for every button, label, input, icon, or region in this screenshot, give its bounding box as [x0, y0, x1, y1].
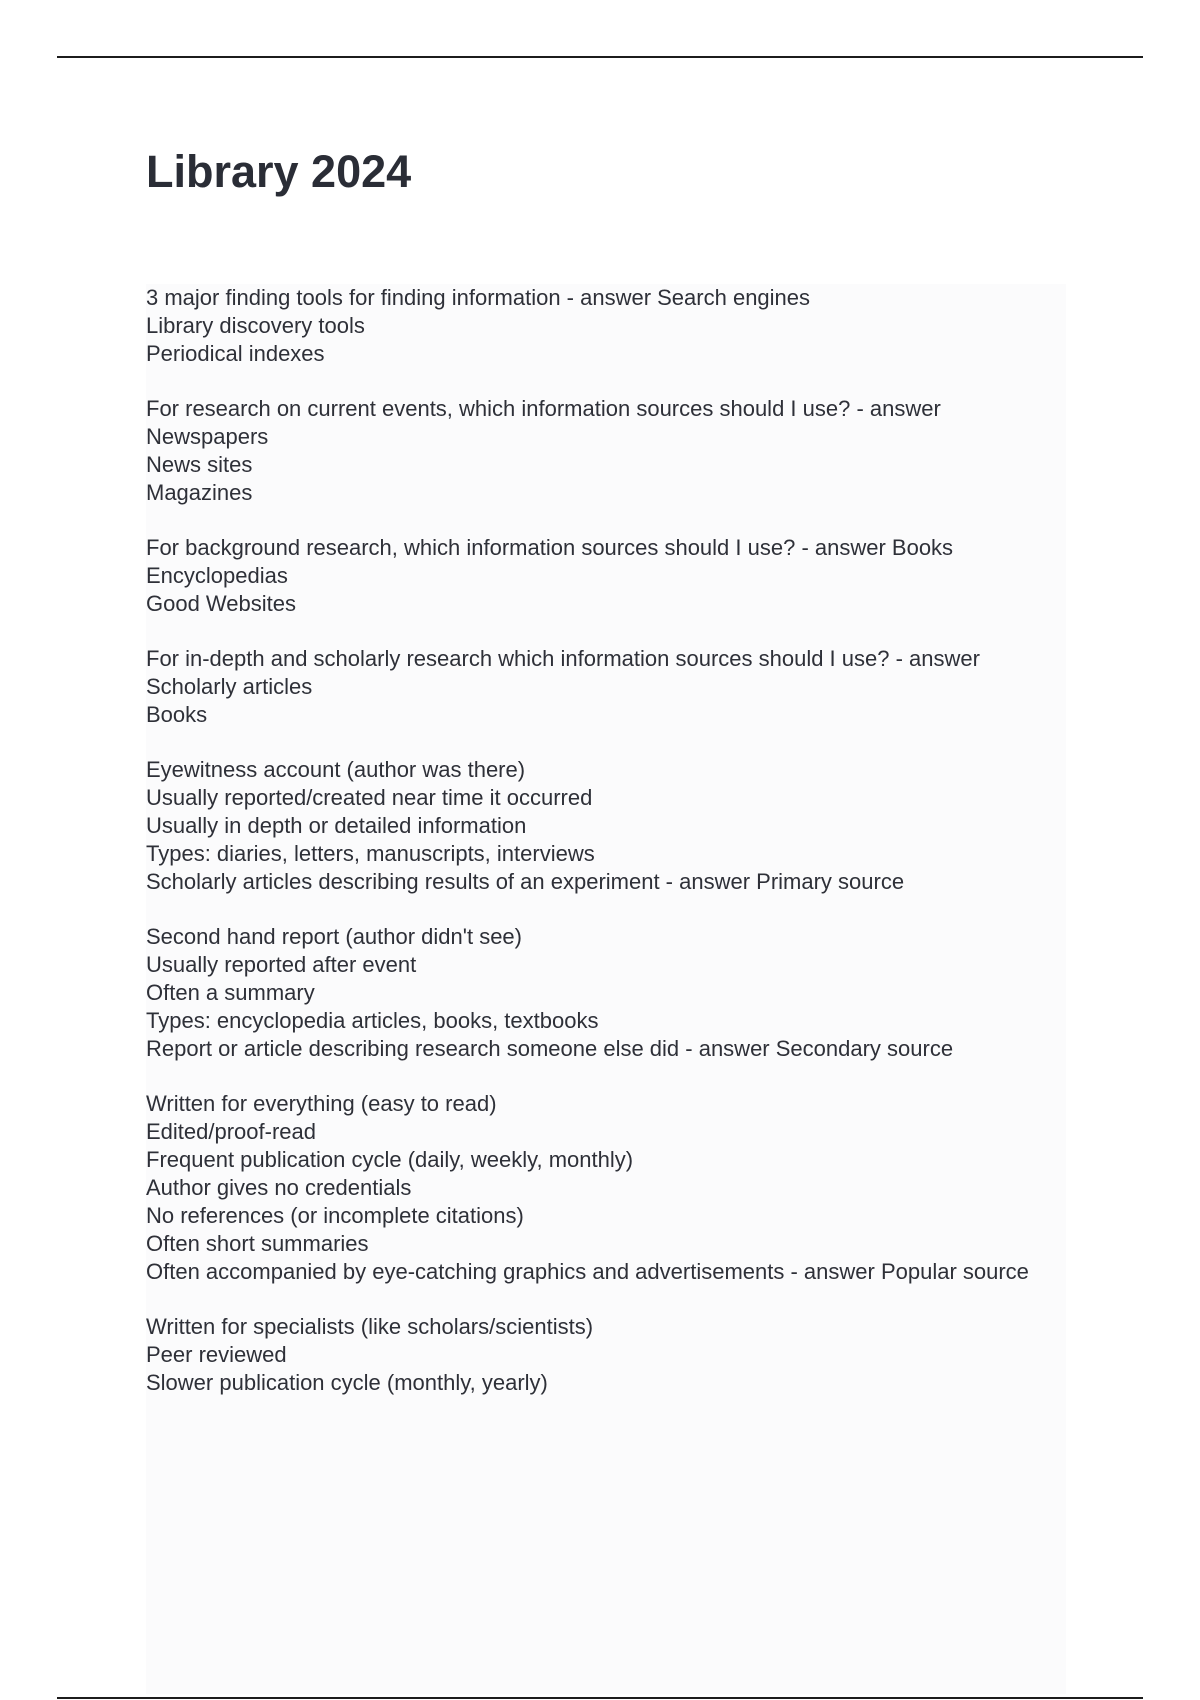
card-line: Usually in depth or detailed information	[146, 813, 527, 838]
card-line: Eyewitness account (author was there)	[146, 757, 526, 782]
flashcard	[146, 1090, 1066, 1286]
card-line: Written for specialists (like scholars/scientists)	[146, 1314, 594, 1339]
card-line: Second hand report (author didn't see)	[146, 924, 522, 949]
flashcard	[146, 534, 1066, 618]
card-line: Usually reported after event	[146, 952, 417, 977]
card-line: Encyclopedias	[146, 563, 288, 588]
card-line: Newspapers	[146, 424, 269, 449]
card-line: Periodical indexes	[146, 341, 325, 366]
card-line: For research on current events, which information sources should I use? - answer	[146, 396, 941, 421]
card-line: News sites	[146, 452, 253, 477]
card-line: Written for everything (easy to read)	[146, 1091, 497, 1116]
bottom-rule	[57, 1697, 1143, 1699]
card-line: Frequent publication cycle (daily, weekly, monthly)	[146, 1147, 634, 1172]
card-line: Author gives no credentials	[146, 1175, 412, 1200]
page-title: Library 2024	[146, 146, 412, 197]
card-line: Slower publication cycle (monthly, yearly)	[146, 1370, 548, 1395]
flashcard	[146, 1313, 1066, 1397]
top-rule	[57, 56, 1143, 58]
card-line: Usually reported/created near time it occurred	[146, 785, 593, 810]
card-line: Often short summaries	[146, 1231, 369, 1256]
card-line: Good Websites	[146, 591, 297, 616]
flashcard	[146, 756, 1066, 896]
card-line: Types: encyclopedia articles, books, textbooks	[146, 1008, 599, 1033]
card-line: Peer reviewed	[146, 1342, 287, 1367]
card-line: Often a summary	[146, 980, 315, 1005]
flashcard	[146, 284, 1066, 368]
card-line: Scholarly articles	[146, 674, 313, 699]
card-line: Report or article describing research someone else did - answer Secondary source	[146, 1036, 954, 1061]
card-line: 3 major finding tools for finding information - answer Search engines	[146, 285, 811, 310]
card-line: Scholarly articles describing results of an experiment - answer Primary source	[146, 869, 905, 894]
flashcard	[146, 923, 1066, 1063]
card-line: Magazines	[146, 480, 253, 505]
card-line: Edited/proof-read	[146, 1119, 316, 1144]
card-line: Types: diaries, letters, manuscripts, interviews	[146, 841, 595, 866]
card-line: Often accompanied by eye-catching graphics and advertisements - answer Popular source	[146, 1259, 1029, 1284]
card-line: For in-depth and scholarly research which information sources should I use? - answer	[146, 646, 980, 671]
flashcard-list	[146, 284, 1066, 1694]
card-line: Books	[146, 702, 208, 727]
card-line: No references (or incomplete citations)	[146, 1203, 524, 1228]
flashcard	[146, 645, 1066, 729]
card-line: Library discovery tools	[146, 313, 365, 338]
card-line: For background research, which information sources should I use? - answer Books	[146, 535, 954, 560]
flashcard	[146, 395, 1066, 507]
